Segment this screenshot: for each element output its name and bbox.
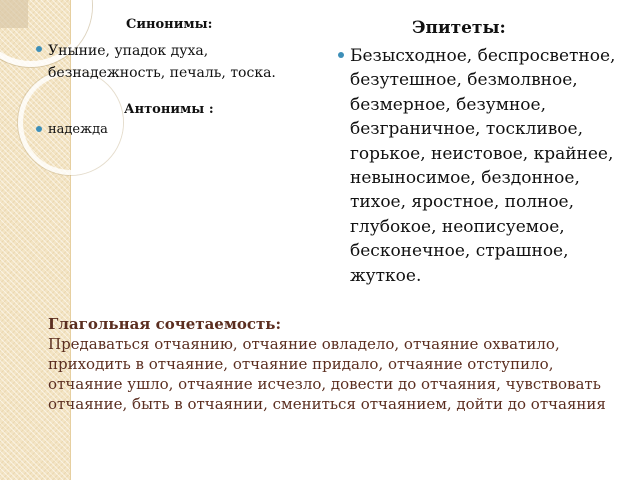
antonyms-list	[36, 122, 236, 138]
epithets-heading: Эпитеты:	[412, 18, 506, 38]
epithets-text: Безысходное, беспросветное, безутешное, безмолвное, безмерное, безумное, безграничное, тоскливое, горькое, неистовое, крайнее, невыносимое, бездонное, тихое, яростное, полное, глубокое, неописуемое, бесконечное, страшное, жуткое.	[350, 46, 616, 286]
epithets-list	[338, 44, 618, 288]
epithets-list-item	[338, 44, 618, 288]
antonyms-heading: Антонимы :	[124, 102, 214, 117]
synonyms-heading: Синонимы:	[126, 17, 213, 32]
synonyms-list	[36, 40, 326, 84]
verb-combinations-section	[48, 314, 618, 414]
antonyms-list-item	[36, 122, 236, 138]
bullet-icon	[338, 52, 344, 58]
verb-combinations-text: Предаваться отчаянию, отчаяние овладело, отчаяние охватило, приходить в отчаяние, отчаяние придало, отчаяние отступило, отчаяние ушло, отчаяние исчезло, довести до отчаяния, чувствовать отчаяние, быть в отчаянии, смениться отчаянием, дойти до отчаяния	[48, 335, 606, 413]
synonyms-list-item	[36, 40, 326, 84]
verb-combinations-heading: Глагольная сочетаемость:	[48, 315, 282, 333]
bullet-icon	[36, 46, 42, 52]
synonyms-text: Уныние, упадок духа, безнадежность, печаль, тоска.	[48, 43, 276, 81]
antonyms-text: надежда	[48, 122, 108, 137]
bullet-icon	[36, 126, 42, 132]
